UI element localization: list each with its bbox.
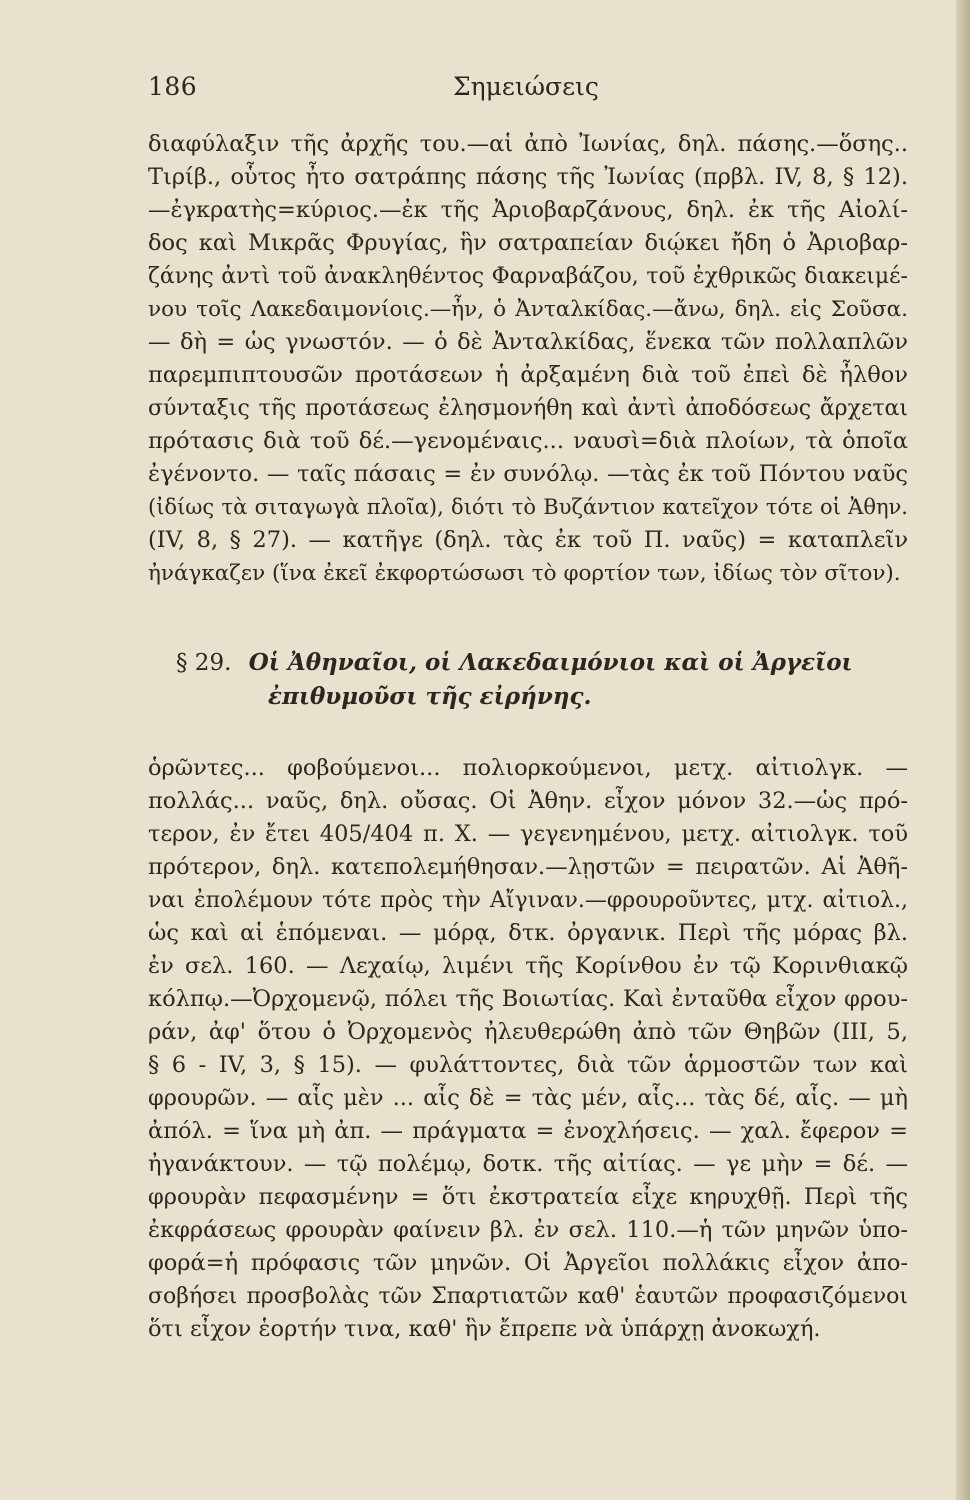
text-line: νου τοῖς Λακεδαιμονίοις.—ἦν, ὁ Ἀνταλκίδας.—ἄνω, δηλ. εἰς Σοῦσα. [148,297,908,322]
text-line: φρουρῶν. — αἷς μὲν ... αἷς δὲ = τὰς μέν, αἷς... τὰς δέ, αἷς. — μὴ [148,1085,908,1111]
page-number: 186 [148,72,198,101]
page-edge [956,0,970,1500]
text-line: ἠνάγκαζεν (ἵνα ἐκεῖ ἐκφορτώσωσι τὸ φορτίον των, ἰδίως τὸν σῖτον). [148,561,901,586]
text-line: (ἰδίως τὰ σιταγωγὰ πλοῖα), διότι τὸ Βυζάντιον κατεῖχον τότε οἱ Ἀθην. [148,495,908,519]
text-line: δος καὶ Μικρᾶς Φρυγίας, ἣν σατραπείαν διῴκει ἤδη ὁ Ἀριοβαρ- [148,230,908,256]
text-line: παρεμπιπτουσῶν προτάσεων ἡ ἀρξαμένη διὰ τοῦ ἐπεὶ δὲ ἦλθον [148,362,908,388]
text-line: πρότερον, δηλ. κατεπολεμήθησαν.—λῃστῶν = πειρατῶν. Αἱ Ἀθῆ- [148,854,908,880]
text-line: φρουρὰν πεφασμένην = ὅτι ἐκστρατεία εἶχε κηρυχθῇ. Περὶ τῆς [148,1184,908,1210]
text-line: ἐγένοντο. — ταῖς πάσαις = ἐν συνόλῳ. —τὰς ἐκ τοῦ Πόντου ναῦς [148,461,908,487]
text-line: ράν, ἀφ' ὅτου ὁ Ὀρχομενὸς ἠλευθερώθη ἀπὸ τῶν Θηβῶν (III, 5, [148,1019,908,1045]
section-title-line-1: Οἱ Ἀθηναῖοι, οἱ Λακεδαιμόνιοι καὶ οἱ Ἀργεῖοι [248,649,853,676]
section-heading [148,646,908,714]
text-line: ναι ἐπολέμουν τότε πρὸς τὴν Αἴγιναν.—φρουροῦντες, μτχ. αἰτιολ., [148,888,908,913]
text-line: ζάνης ἀντὶ τοῦ ἀνακληθέντος Φαρναβάζου, τοῦ ἐχθρικῶς διακειμέ- [148,264,908,289]
text-line: κόλπῳ.—Ὀρχομενῷ, πόλει τῆς Βοιωτίας. Καὶ ἐνταῦθα εἶχον φρου- [148,986,908,1012]
text-line: σοβήσει προσβολὰς τῶν Σπαρτιατῶν καθ' ἑαυτῶν προφασιζόμενοι [148,1284,908,1309]
text-line: πρότασις διὰ τοῦ δέ.—γενομέναις... ναυσὶ=διὰ πλοίων, τὰ ὁποῖα [148,428,908,454]
text-line: (IV, 8, § 27). — κατῆγε (δηλ. τὰς ἐκ τοῦ Π. ναῦς) = καταπλεῖν [148,527,908,553]
text-line: τερον, ἐν ἔτει 405/404 π. Χ. — γεγενημένου, μετχ. αἰτιολγκ. τοῦ [148,821,908,847]
page-header [148,72,908,112]
text-line: ὅτι εἶχον ἑορτήν τινα, καθ' ἣν ἔπρεπε νὰ ὑπάρχῃ ἀνοκωχή. [148,1316,821,1342]
notes-paragraph-1 [148,128,908,590]
text-line: Τιρίβ., οὗτος ἦτο σατράπης πάσης τῆς Ἰωνίας (πρβλ. IV, 8, § 12). [148,164,908,190]
text-line: ἠγανάκτουν. — τῷ πολέμῳ, δοτκ. τῆς αἰτίας. — γε μὴν = δέ. — [148,1151,908,1177]
notes-paragraph-2 [148,752,908,1346]
text-line: § 6 - IV, 3, § 15). — φυλάττοντες, διὰ τῶν ἁρμοστῶν των καὶ [148,1052,908,1078]
text-line: ἐκφράσεως φρουρὰν φαίνειν βλ. ἐν σελ. 110.—ἡ τῶν μηνῶν ὑπο- [148,1217,908,1243]
text-line: —ἐγκρατὴς=κύριος.—ἐκ τῆς Ἀριοβαρζάνους, δηλ. ἐκ τῆς Αἰολί- [148,197,908,223]
text-line: — δὴ = ὡς γνωστόν. — ὁ δὲ Ἀνταλκίδας, ἕνεκα τῶν πολλαπλῶν [148,329,908,355]
text-line: ὡς καὶ αἱ ἑπόμεναι. — μόρᾳ, δτκ. ὀργανικ. Περὶ τῆς μόρας βλ. [148,920,908,946]
text-line: σύνταξις τῆς προτάσεως ἐλησμονήθη καὶ ἀντὶ ἀποδόσεως ἄρχεται [148,396,908,421]
text-line: ἀπόλ. = ἵνα μὴ ἀπ. — πράγματα = ἐνοχλήσεις. — χαλ. ἔφερον = [148,1118,908,1144]
section-title-line-2: ἐπιθυμοῦσι τῆς εἰρήνης. [268,683,592,710]
section-number: § 29. [176,650,232,676]
running-title: Σημειώσεις [453,72,599,101]
text-line: πολλάς... ναῦς, δηλ. οὔσας. Οἱ Ἀθην. εἶχον μόνον 32.—ὡς πρό- [148,788,908,814]
text-line: φορά=ἡ πρόφασις τῶν μηνῶν. Οἱ Ἀργεῖοι πολλάκις εἶχον ἀπο- [148,1250,908,1276]
text-line: ἐν σελ. 160. — Λεχαίῳ, λιμένι τῆς Κορίνθου ἐν τῷ Κορινθιακῷ [148,953,908,979]
text-line: ὁρῶντες... φοβούμενοι... πολιορκούμενοι, μετχ. αἰτιολγκ. — [148,755,908,781]
text-line: διαφύλαξιν τῆς ἀρχῆς του.—αἱ ἀπὸ Ἰωνίας, δηλ. πάσης.—ὅσης.. [148,131,908,157]
